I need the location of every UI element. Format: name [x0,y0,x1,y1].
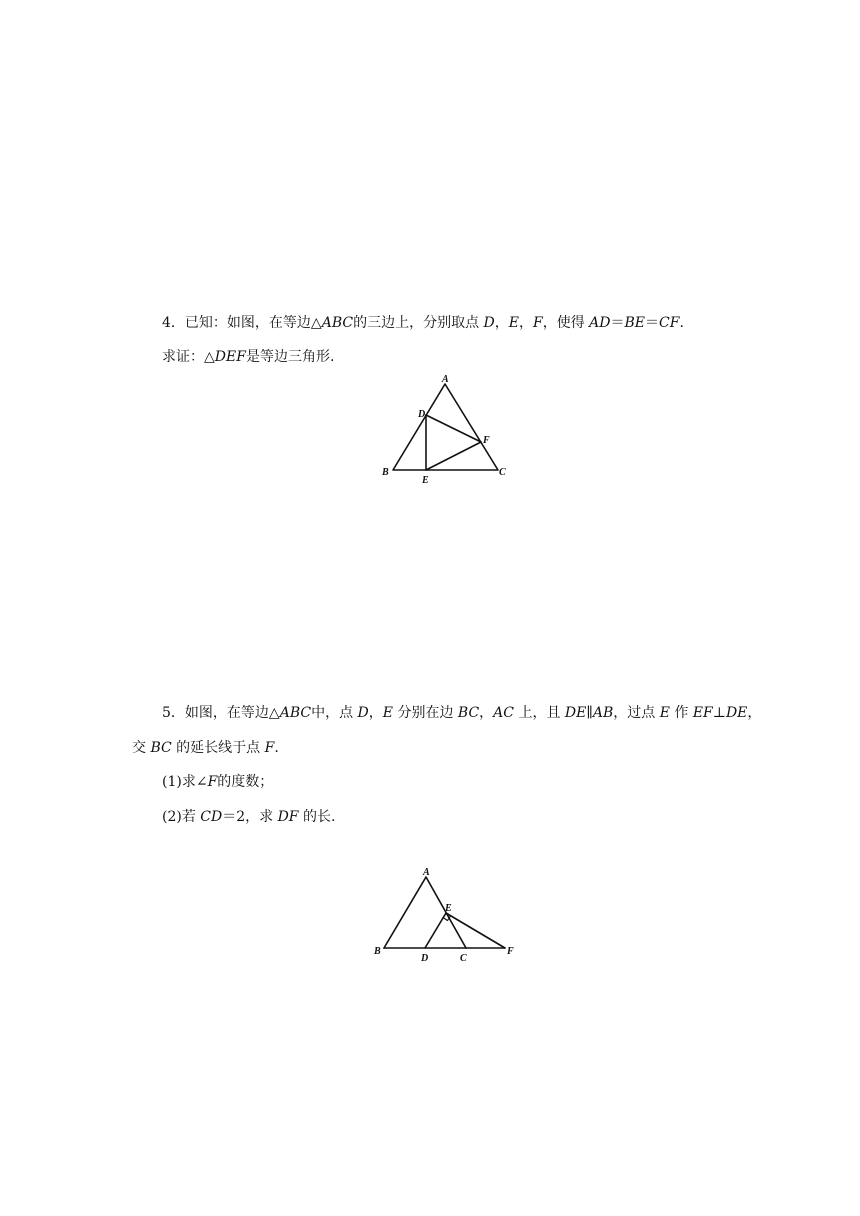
text: 上，且 [514,705,565,721]
label-c: C [499,467,506,478]
var-be: BE [624,315,646,331]
label-f: F [507,946,514,957]
text: 是等边三角形. [245,349,335,365]
segment-ef [446,913,505,948]
label-d: D [421,953,429,964]
text: 的延长线于点 [171,740,265,756]
problem5-question1 [162,772,273,792]
label-c: C [460,953,467,964]
var-ad: AD [589,315,611,331]
text: . [679,315,684,331]
label-b: B [382,467,389,478]
text: 如图，在等边△ [184,705,280,721]
text: 作 [669,705,693,721]
text: 的长. [298,809,336,825]
problem4-figure [378,372,518,487]
var-bc: BC [150,740,172,756]
var-d: D [483,315,495,331]
text: (1)求∠ [162,774,208,790]
var-f: F [533,315,543,331]
var-d: D [357,705,369,721]
label-b: B [374,946,381,957]
problem5-figure [368,862,528,968]
var-cf: CF [659,315,680,331]
label-a: A [423,867,430,878]
var-bc: BC [457,705,480,721]
perpendicular-symbol: ⊥ [712,705,726,721]
problem5-line2 [132,738,279,758]
text: 的度数； [217,774,274,790]
text: ，使得 [542,315,590,331]
text: ＝ [645,315,660,331]
var-de: DE [564,705,587,721]
var-e: E [382,705,393,721]
parallel-symbol: ∥ [586,705,593,721]
text: 已知：如图，在等边△ [184,315,322,331]
var-e: E [508,315,519,331]
text: 分别在边 [393,705,458,721]
text: 中，点 [311,705,358,721]
text: 交 [132,740,151,756]
text: ，过点 [613,705,660,721]
label-e: E [422,475,429,486]
var-cd: CD [200,809,223,825]
var-e: E [659,705,670,721]
label-e: E [445,903,452,914]
var-ef: EF [692,705,713,721]
segment-ba-ac [384,877,466,948]
segment-de [425,913,446,948]
text: ＝2，求 [222,809,278,825]
label-a: A [442,374,449,385]
text: (2)若 [162,809,201,825]
text: 求证：△ [162,349,215,365]
var-ab: AB [592,705,614,721]
problem5-line1 [162,703,761,723]
problem4-line1 [162,313,684,333]
var-def: DEF [214,349,246,365]
text: 的三边上，分别取点 [353,315,484,331]
text: ， [368,705,383,721]
problem4-line2 [162,347,334,367]
text: ， [519,315,533,331]
text: ， [494,315,509,331]
label-f: F [483,435,490,446]
var-abc: ABC [279,705,312,721]
var-de: DE [725,705,748,721]
var-f: F [264,740,275,756]
var-abc: ABC [321,315,354,331]
text: ， [747,705,762,721]
problem5-question2 [162,807,335,827]
segment-ef [426,442,481,470]
triangle-abc [393,384,498,470]
var-ac: AC [493,705,514,721]
var-df: DF [277,809,299,825]
text: ＝ [610,315,625,331]
problem-number: 4． [162,315,185,331]
text: . [274,740,279,756]
label-d: D [418,409,426,420]
problem-number: 5． [162,705,185,721]
var-f: F [207,774,218,790]
text: ， [479,705,494,721]
